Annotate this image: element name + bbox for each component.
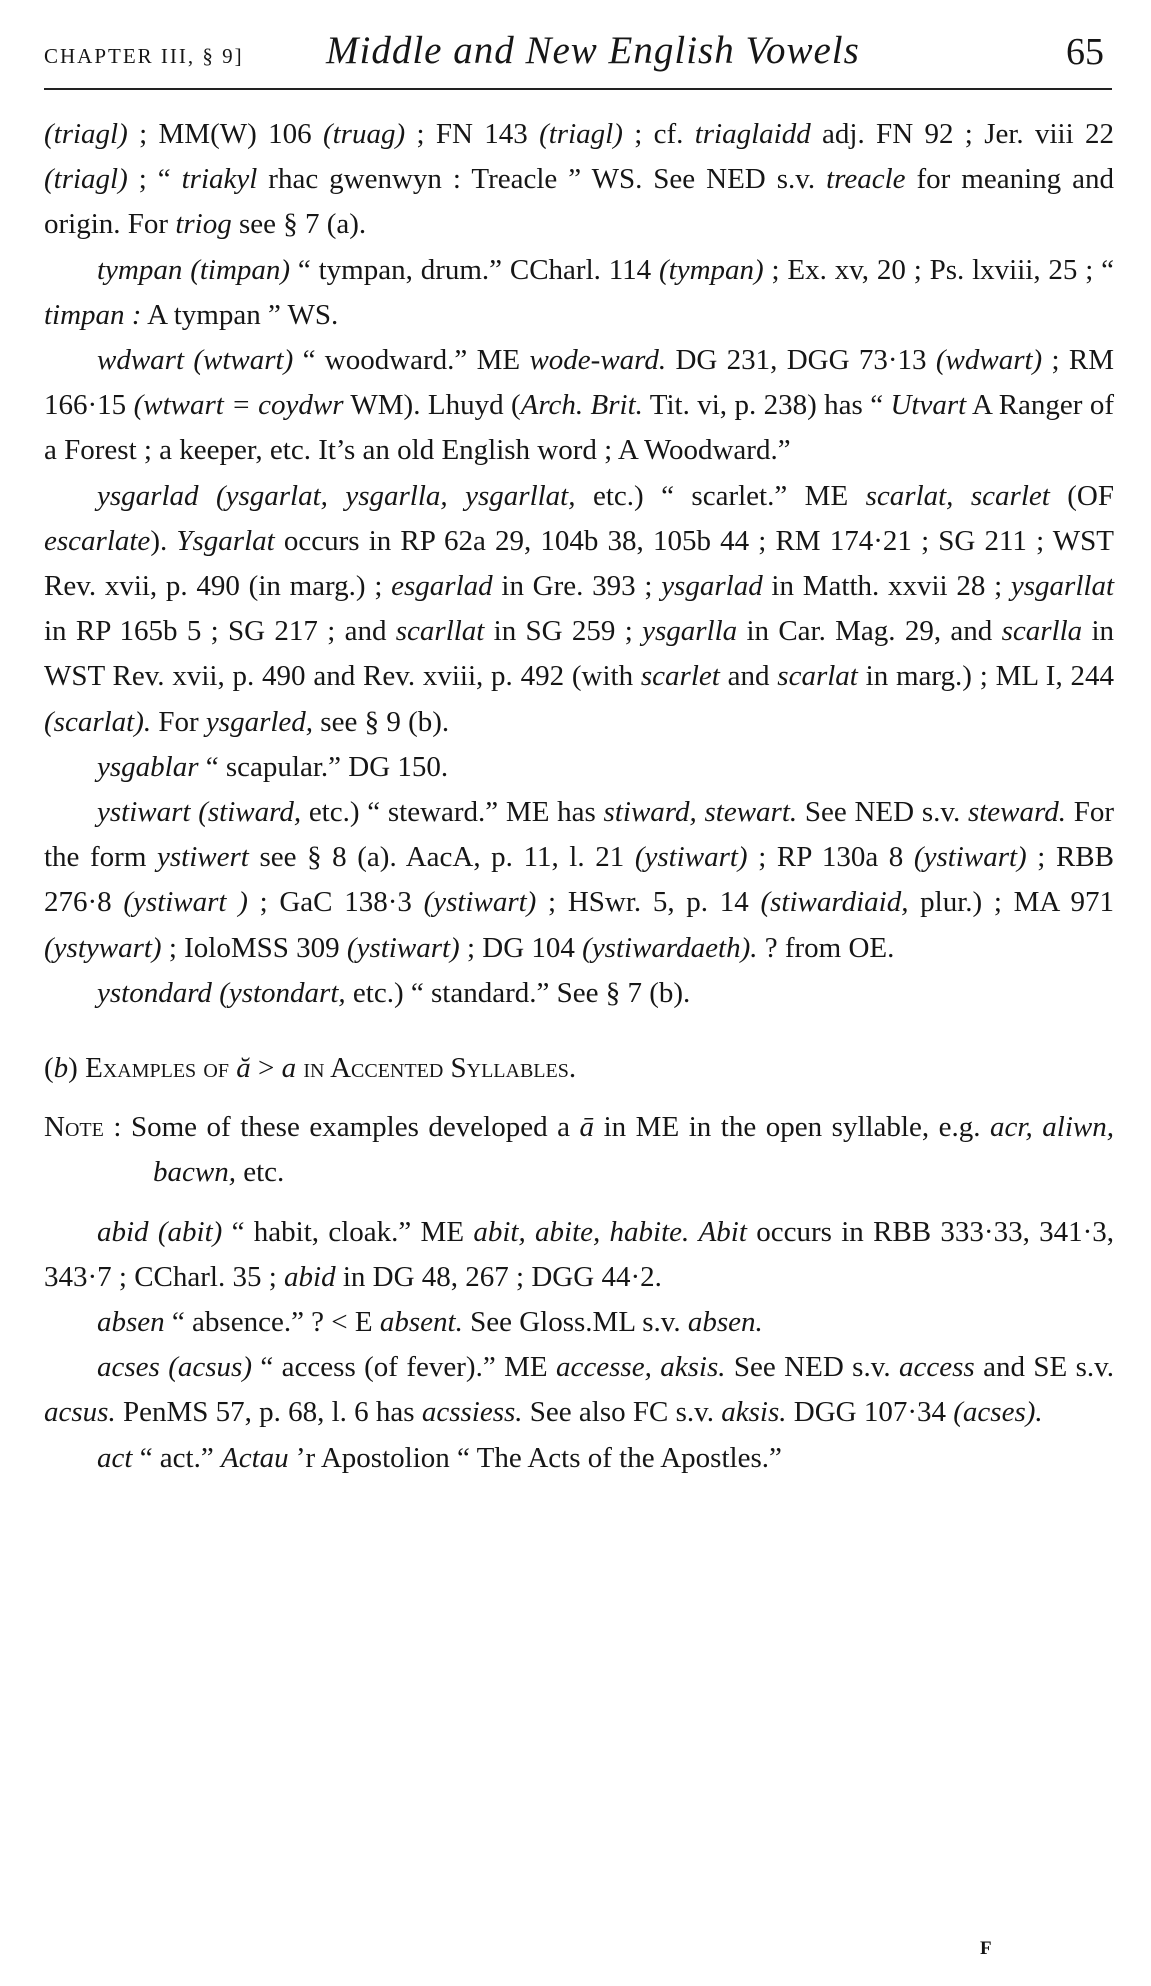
- text-span: occurs in RP 62a 29, 104b 38, 105b 44 ; RM 174·21 ; SG 211 ; WST Rev. xvii, p. 490 (in marg.) ;: [44, 524, 1114, 603]
- text-span: ; RM 166·15: [44, 344, 1115, 422]
- headword: acses: [97, 1351, 160, 1384]
- text-span: (tympan): [658, 253, 764, 286]
- text-span: (stiward,: [198, 796, 302, 829]
- text-span: occurs in RBB 333·33, 341·3, 343·7 ; CCharl. 35 ;: [44, 1215, 1115, 1293]
- text-span: triaglaidd: [694, 118, 811, 150]
- text-span: scarlat: [777, 660, 858, 693]
- text-span: plur.) ; MA 971: [908, 886, 1114, 919]
- text-span: (wdwart): [935, 344, 1043, 377]
- text-span: ystiwert: [157, 841, 249, 874]
- text-span: (ystiwart ): [123, 886, 248, 919]
- text-span: ): [68, 1052, 86, 1085]
- text-span: (ystywart): [44, 931, 162, 964]
- text-span: abid: [284, 1260, 336, 1293]
- note-paragraph: [44, 1105, 1114, 1195]
- text-span: ; GaC 138·3: [247, 886, 424, 919]
- entry-ystiwart: [44, 790, 1114, 971]
- text-span: ā: [579, 1111, 595, 1144]
- text-span: “ woodward.” ME: [293, 344, 530, 377]
- text-span: in RP 165b 5 ; SG 217 ; and: [44, 615, 396, 648]
- headword: absen: [97, 1306, 165, 1339]
- text-span: (triagl): [539, 118, 623, 150]
- spacer: [44, 1016, 1114, 1046]
- text-span: scarlet: [640, 660, 720, 693]
- text-span: (acses).: [953, 1396, 1043, 1429]
- text-span: adj. FN 92 ; Jer. viii 22: [810, 118, 1114, 150]
- text-span: in marg.) ; ML I, 244: [857, 660, 1114, 693]
- text-span: [199, 480, 216, 512]
- text-span: [689, 1216, 698, 1248]
- text-span: absent.: [379, 1306, 463, 1339]
- text-span: in SG 259 ;: [484, 615, 643, 648]
- text-span: ysgarlad: [661, 570, 763, 603]
- text-span: (ystiwart): [634, 841, 748, 874]
- entry-act: [44, 1436, 1114, 1481]
- text-span: acssiess.: [421, 1396, 523, 1429]
- spacer: [44, 1091, 1114, 1105]
- text-span: ; cf.: [622, 118, 695, 150]
- headword: ystiwart: [97, 796, 191, 829]
- text-span: in WST Rev. xvii, p. 490 and Rev. xviii, p. 492 (with: [44, 615, 1115, 693]
- text-span: [184, 344, 193, 376]
- text-span: (scarlat).: [44, 705, 152, 738]
- text-span: See Gloss.ML s.v.: [462, 1306, 688, 1339]
- text-span: etc.: [235, 1156, 285, 1189]
- headword: abid: [97, 1215, 149, 1248]
- text-span: abit, abite, habite.: [473, 1215, 690, 1248]
- page-number: 65: [1066, 31, 1104, 73]
- entry-ysgarlad: [44, 474, 1114, 745]
- headword: tympan: [97, 253, 183, 286]
- text-span: PenMS 57, p. 68, l. 6 has: [115, 1396, 422, 1429]
- text-span: ysgarled,: [205, 705, 314, 738]
- headword: wdwart: [97, 344, 185, 377]
- text-span: see § 8 (a). AacA, p. 11, l. 21: [248, 841, 635, 874]
- text-span: scarlat, scarlet: [865, 479, 1050, 512]
- text-span: [160, 1351, 168, 1383]
- text-span: DG 231, DGG 73·13: [666, 344, 936, 377]
- text-span: “ absence.” ? < E: [164, 1306, 380, 1339]
- text-span: stiward, stewart.: [603, 796, 798, 829]
- text-span: (triagl): [44, 163, 128, 196]
- text-span: see § 9 (b).: [313, 705, 450, 738]
- entry-acses: [44, 1345, 1114, 1435]
- text-span: (acsus): [168, 1351, 252, 1384]
- text-span: ysgarlla: [642, 615, 738, 648]
- text-span: (truag): [322, 118, 406, 150]
- text-span: a: [281, 1052, 297, 1085]
- text-span: aksis.: [721, 1396, 787, 1429]
- entry-absen: [44, 1300, 1114, 1345]
- running-title: Middle and New English Vowels: [326, 29, 860, 72]
- text-span: (: [44, 1052, 54, 1085]
- text-span: in Car. Mag. 29, and: [737, 615, 1002, 648]
- text-span: b: [53, 1052, 69, 1085]
- note-label: Note: [44, 1111, 104, 1144]
- text-span: ? from OE.: [757, 931, 895, 964]
- text-span: absen.: [687, 1306, 763, 1339]
- entry-tympan: [44, 248, 1114, 338]
- text-span: ; IoloMSS 309: [161, 931, 347, 964]
- text-span: (ysgarlat, ysgarlla, ysgarllat,: [215, 479, 576, 512]
- text-span: ; DG 104: [459, 931, 583, 964]
- text-span: rhac gwenwyn : Treacle ” WS. See NED s.v.: [257, 163, 827, 196]
- text-span: >: [250, 1052, 282, 1085]
- text-span: see § 7 (a).: [231, 208, 367, 241]
- text-span: and: [719, 660, 778, 693]
- text-span: ).: [150, 524, 177, 557]
- text-span: scarlla: [1001, 615, 1083, 648]
- text-span: triog: [175, 208, 232, 241]
- running-header: [44, 26, 1112, 90]
- text-span: [149, 1216, 158, 1248]
- text-span: Examples of: [85, 1052, 229, 1085]
- paragraph-triagl-continued: [44, 112, 1114, 248]
- text-span: (triagl): [44, 118, 128, 150]
- text-span: escarlate: [44, 524, 151, 557]
- text-span: See NED s.v.: [725, 1351, 899, 1384]
- text-span: in Matth. xxvii 28 ;: [762, 570, 1011, 603]
- text-span: ysgarllat: [1010, 570, 1115, 603]
- headword: ystondard: [97, 976, 212, 1009]
- text-span: in ME in the open syllable, e.g.: [594, 1111, 991, 1144]
- entry-wdwart: [44, 338, 1114, 474]
- signature-mark: F: [980, 1938, 992, 1959]
- text-span: For: [151, 705, 206, 738]
- text-span: acsus.: [44, 1396, 116, 1429]
- text-span: See also FC s.v.: [522, 1396, 722, 1429]
- entry-ysgablar: [44, 745, 1114, 790]
- text-span: esgarlad: [391, 570, 493, 603]
- text-span: in Accented Syllables.: [303, 1052, 577, 1085]
- text-span: in Gre. 393 ;: [492, 570, 662, 603]
- text-span: “ tympan, drum.” CCharl. 114: [290, 253, 659, 286]
- spacer: [44, 1196, 1114, 1210]
- headword: act: [97, 1441, 133, 1474]
- text-span: A Ranger of a Forest ; a keeper, etc. It’s an old English word ; A Woodward.”: [44, 389, 1114, 467]
- text-span: (abit): [157, 1215, 223, 1248]
- text-span: See NED s.v.: [797, 796, 968, 829]
- entry-ystondard: [44, 971, 1114, 1016]
- text-span: : Some of these examples developed a: [103, 1111, 580, 1144]
- text-span: (ystiwardaeth).: [582, 931, 758, 964]
- text-span: acr, aliwn, bacwn,: [153, 1111, 1114, 1189]
- text-span: Ysgarlat: [176, 524, 275, 557]
- page-body: [44, 112, 1114, 1481]
- headword: ysgablar: [97, 750, 199, 783]
- text-span: (ystondart,: [219, 976, 346, 1009]
- text-span: accesse, aksis.: [556, 1351, 726, 1384]
- text-span: Arch. Brit.: [520, 389, 643, 422]
- text-span: and SE s.v.: [974, 1351, 1115, 1384]
- text-span: ; FN 143: [405, 118, 540, 150]
- section-heading: [44, 1046, 1114, 1091]
- text-span: etc.) “ standard.” See § 7 (b).: [345, 976, 691, 1009]
- text-span: Utvart: [890, 389, 967, 422]
- text-span: (stiwardiaid,: [760, 886, 909, 919]
- text-span: “ scapular.” DG 150.: [198, 750, 449, 783]
- text-span: scarllat: [395, 615, 485, 648]
- text-span: ; Ex. xv, 20 ; Ps. lxviii, 25 ; “: [763, 253, 1115, 286]
- text-span: treacle: [826, 163, 906, 196]
- text-span: “ act.”: [132, 1441, 221, 1474]
- text-span: etc.) “ steward.” ME has: [301, 796, 604, 829]
- text-span: (OF: [1049, 479, 1114, 512]
- text-span: (ystiwart): [423, 886, 537, 919]
- text-span: in DG 48, 267 ; DGG 44·2.: [335, 1260, 662, 1293]
- text-span: for meaning and origin. For: [44, 163, 1114, 241]
- chapter-reference: CHAPTER III, § 9]: [44, 44, 244, 68]
- text-span: (ystiwart): [346, 931, 460, 964]
- text-span: “ access (of fever).” ME: [252, 1351, 557, 1384]
- text-span: Actau: [220, 1441, 289, 1474]
- text-span: Abit: [698, 1215, 747, 1248]
- text-span: (wtwart = coydwr: [133, 389, 344, 422]
- text-span: For the form: [44, 796, 1115, 874]
- text-span: A tympan ” WS.: [141, 298, 339, 331]
- text-span: ’r Apostolion “ The Acts of the Apostles.”: [288, 1441, 782, 1474]
- text-span: (wtwart): [193, 344, 294, 377]
- text-span: Tit. vi, p. 238) has “: [642, 389, 891, 422]
- text-span: DGG 107·34: [786, 1396, 954, 1429]
- text-span: access: [898, 1351, 975, 1384]
- text-span: (ystiwart): [913, 841, 1027, 874]
- text-span: (timpan): [190, 253, 291, 286]
- text-span: ; “: [127, 163, 182, 196]
- text-span: triakyl: [181, 163, 258, 196]
- text-span: ; RBB 276·8: [44, 841, 1114, 919]
- text-span: wode-ward.: [529, 344, 667, 377]
- text-span: etc.) “ scarlet.” ME: [575, 479, 866, 512]
- text-span: “ habit, cloak.” ME: [222, 1215, 474, 1248]
- text-span: ; MM(W) 106: [127, 118, 323, 150]
- text-span: WM). Lhuyd (: [343, 389, 521, 422]
- text-span: steward.: [967, 796, 1066, 829]
- text-span: ; HSwr. 5, p. 14: [536, 886, 761, 919]
- text-span: ; RP 130a 8: [747, 841, 914, 874]
- text-span: timpan :: [44, 298, 142, 331]
- headword: ysgarlad: [97, 479, 199, 512]
- entry-abid: [44, 1210, 1114, 1300]
- text-span: ă: [236, 1052, 251, 1085]
